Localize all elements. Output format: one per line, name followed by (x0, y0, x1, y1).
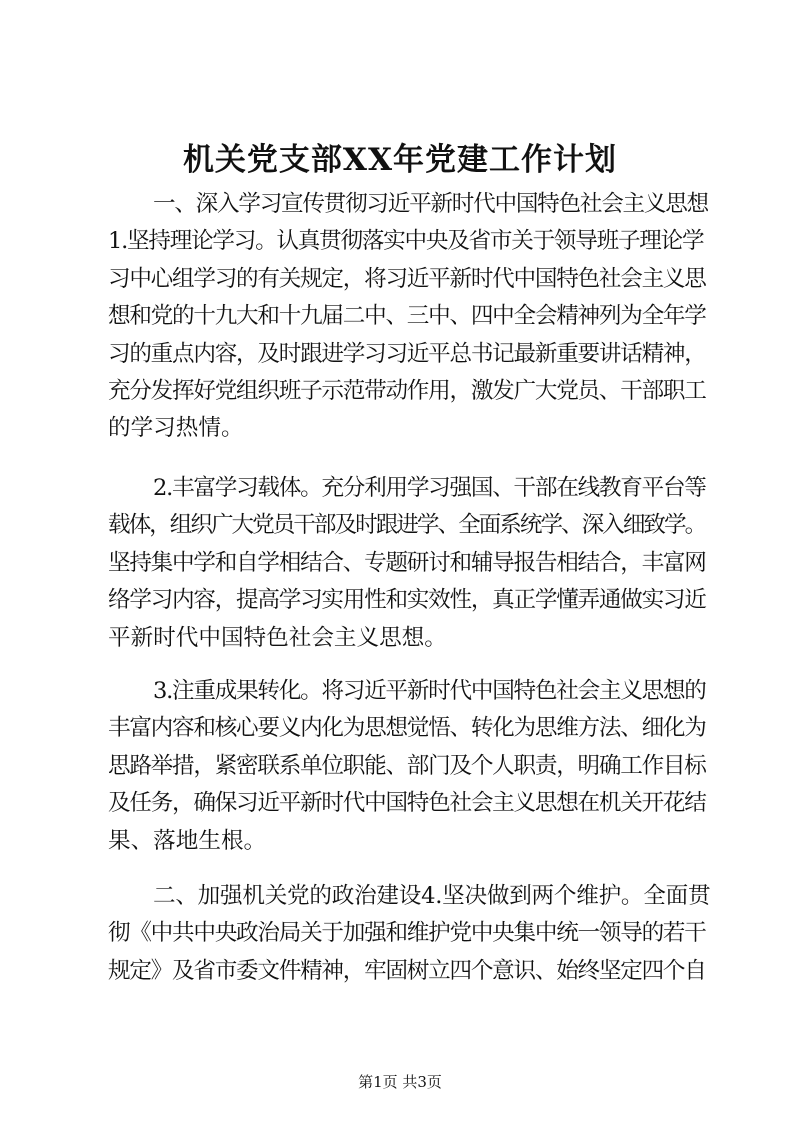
paragraph-line: 载体，组织广大党员干部及时跟进学、全面系统学、深入细致学。 (108, 512, 706, 539)
paragraph-line: 络学习内容，提高学习实用性和实效性，真正学懂弄通做实习近 (108, 587, 706, 614)
paragraph-line: 思路举措，紧密联系单位职能、部门及个人职责，明确工作目标 (108, 752, 706, 779)
document-title: 机关党支部XX年党建工作计划 (182, 142, 618, 178)
section-1-block (108, 186, 710, 448)
paragraph-line: 3.注重成果转化。将习近平新时代中国特色社会主义思想的 (153, 678, 706, 704)
page-footer: 第1页 共3页 (358, 1073, 442, 1091)
paragraph-line: 平新时代中国特色社会主义思想。 (108, 624, 447, 651)
paragraph-3 (108, 673, 710, 860)
paragraph-line: 习中心组学习的有关规定，将习近平新时代中国特色社会主义思 (108, 265, 706, 292)
paragraph-line: 习的重点内容，及时跟进学习习近平总书记最新重要讲话精神， (108, 340, 706, 367)
paragraph-2 (108, 470, 710, 657)
paragraph-line: 坚持集中学和自学相结合、专题研讨和辅导报告相结合，丰富网 (108, 549, 706, 576)
section-heading-2: 二、加强机关党的政治建设4.坚决做到两个维护。全面贯 (153, 883, 711, 909)
paragraph-line: 彻《中共中央政治局关于加强和维护党中央集中统一领导的若干 (108, 920, 706, 947)
paragraph-line: 规定》及省市委文件精神，牢固树立四个意识、始终坚定四个自 (108, 957, 706, 984)
paragraph-line: 果、落地生根。 (108, 827, 267, 854)
paragraph-line: 及任务，确保习近平新时代中国特色社会主义思想在机关开花结 (108, 790, 706, 817)
paragraph-line: 充分发挥好党组织班子示范带动作用，激发广大党员、干部职工 (108, 378, 706, 405)
paragraph-line: 1.坚持理论学习。认真贯彻落实中央及省市关于领导班子理论学 (108, 228, 704, 255)
paragraph-4 (108, 878, 710, 990)
section-heading-1: 一、深入学习宣传贯彻习近平新时代中国特色社会主义思想 (153, 191, 708, 217)
paragraph-line: 的学习热情。 (108, 415, 244, 442)
paragraph-line: 想和党的十九大和十九届二中、三中、四中全会精神列为全年学 (108, 303, 706, 330)
paragraph-line: 2.丰富学习载体。充分利用学习强国、干部在线教育平台等 (153, 475, 706, 501)
paragraph-line: 丰富内容和核心要义内化为思想觉悟、转化为思维方法、细化为 (108, 715, 706, 742)
